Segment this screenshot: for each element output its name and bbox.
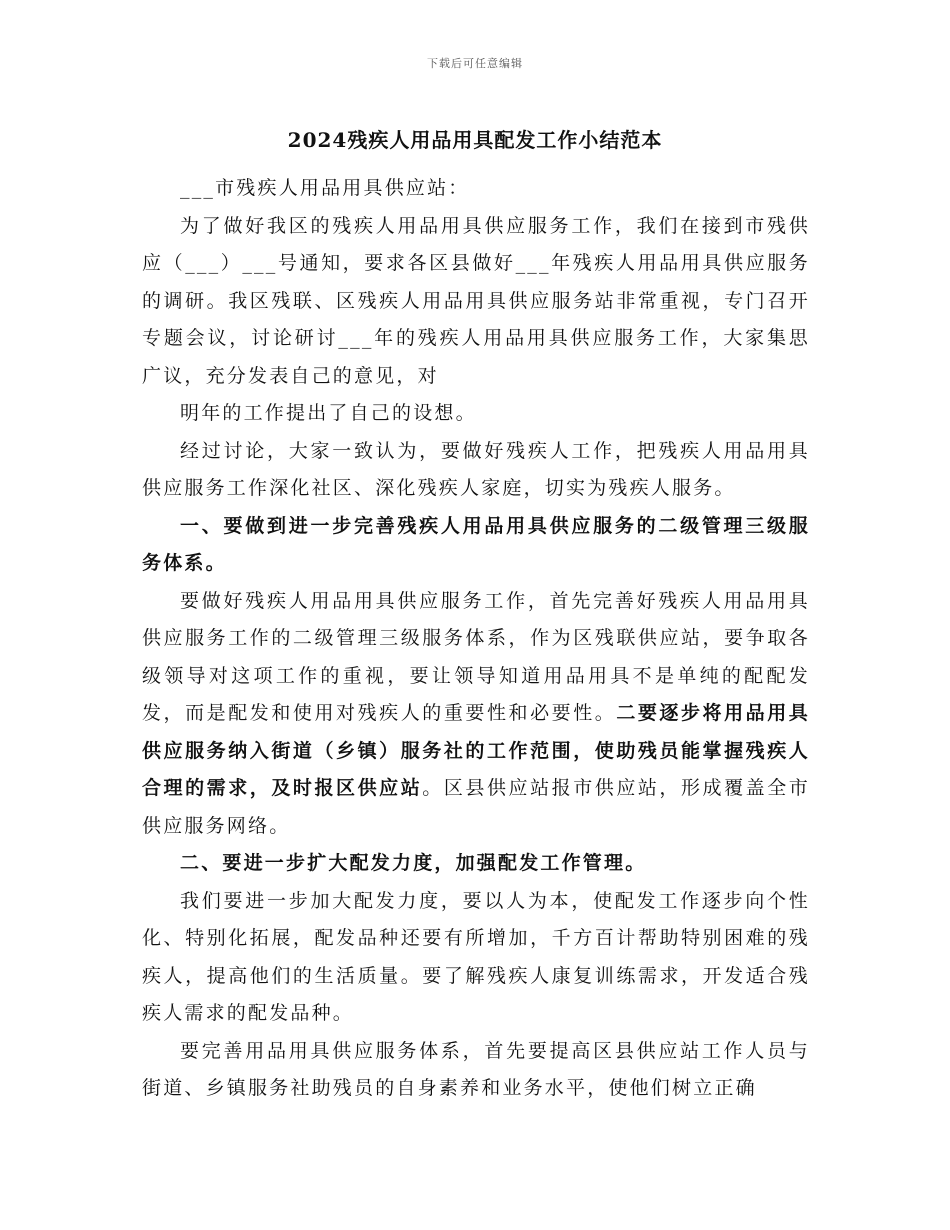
paragraph-section-1-tail: 。区县供应站报市供应站，形成覆盖全市供应服务网络。 (142, 777, 810, 837)
paragraph-section-2-continued: 要完善用品用具供应服务体系，首先要提高区县供应站工作人员与街道、乡镇服务社助残员的自身素养和业务水平，使他们树立正确 (142, 1039, 810, 1099)
section-heading-2: 二、要进一步扩大配发力度，加强配发工作管理。 (180, 852, 647, 874)
document-body (142, 170, 810, 1108)
paragraph-section-1-text: 要做好残疾人用品用具供应服务工作，首先完善好残疾人用品用具供应服务工作的二级管理三级服务体系，作为区残联供应站，要争取各级领导对这项工作的重视，要让领导知道用品用具不是单纯的配配发发，而是配发和使用对残疾人的重要性和必要性。 (142, 589, 810, 724)
header-note: 下载后可任意编辑 (427, 57, 523, 70)
paragraph-section-2: 我们要进一步加大配发力度，要以人为本，使配发工作逐步向个性化、特别化拓展，配发品种还要有所增加，千方百计帮助特别困难的残疾人，提高他们的生活质量。要了解残疾人康复训练需求，开发适合残疾人需求的配发品种。 (142, 889, 810, 1024)
section-heading-1: 一、要做到进一步完善残疾人用品用具供应服务的二级管理三级服务体系。 (142, 514, 810, 574)
paragraph-consensus: 经过讨论，大家一致认为，要做好残疾人工作，把残疾人用品用具供应服务工作深化社区、深化残疾人家庭，切实为残疾人服务。 (142, 439, 810, 499)
paragraph-salutation: ___市残疾人用品用具供应站： (180, 177, 470, 199)
paragraph-section-1-emphasis: 二要逐步将用品用具供应服务纳入街道（乡镇）服务社的工作范围，使助残员能掌握残疾人合理的需求，及时报区供应站 (142, 702, 810, 799)
document-title: 2024残疾人用品用具配发工作小结范本 (287, 128, 663, 152)
paragraph-section-1 (142, 583, 810, 846)
paragraph-intro-continued: 明年的工作提出了自己的设想。 (180, 402, 477, 424)
paragraph-intro: 为了做好我区的残疾人用品用具供应服务工作，我们在接到市残供应（___）___号通知，要求各区县做好___年残疾人用品用具供应服务的调研。我区残联、区残疾人用品用具供应服务站非常重视，专门召开专题会议，讨论研讨___年的残疾人用品用具供应服务工作，大家集思广议，充分发表自己的意见，对 (142, 214, 810, 387)
